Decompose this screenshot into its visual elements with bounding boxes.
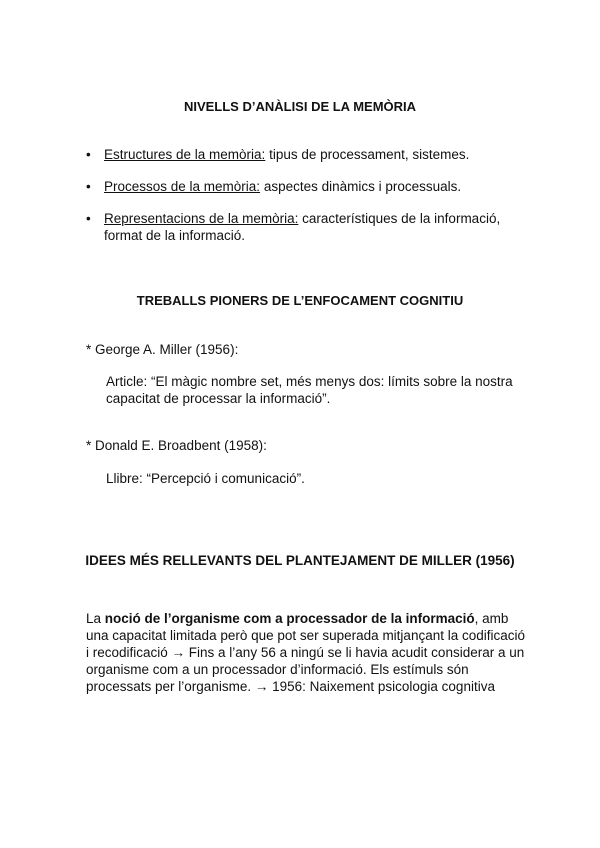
work-detail-miller: Article: “El màgic nombre set, més menys dos: límits sobre la nostra capacitat de processar la informació”.: [106, 374, 513, 406]
section-heading-miller-ideas: IDEES MÉS RELLEVANTS DEL PLANTEJAMENT DE MILLER (1956): [85, 553, 515, 568]
work-detail-broadbent: Llibre: “Percepció i comunicació”.: [106, 471, 305, 486]
list-item: [86, 210, 526, 244]
list-item: [86, 178, 526, 195]
bullet-term: Processos de la memòria:: [104, 179, 261, 194]
bullet-description: tipus de processament, sistemes.: [265, 147, 470, 162]
bullet-term: Representacions de la memòria:: [104, 211, 299, 226]
paragraph-bold-concept: noció de l’organisme com a processador de la informació: [104, 611, 475, 626]
bullet-term: Estructures de la memòria:: [104, 147, 266, 162]
list-item: [86, 146, 526, 163]
memory-levels-list: [86, 146, 526, 259]
bullet-icon: •: [86, 211, 91, 226]
bullet-description: aspectes dinàmics i processuals.: [260, 179, 462, 194]
bullet-icon: •: [86, 147, 91, 162]
work-author-broadbent: * Donald E. Broadbent (1958):: [86, 438, 267, 453]
work-author-miller: * George A. Miller (1956):: [86, 342, 239, 357]
section-heading-memory-levels: NIVELLS D’ANÀLISI DE LA MEMÒRIA: [183, 99, 417, 114]
paragraph-rest: , amb una capacitat limitada però que pot ser superada mitjançant la codificació i recodificació → Fins a l’any 56 a ningú se li havia acudit considerar a un organisme com a un processador d’informació. Els estímuls són processats per l’organisme. → 1956: Naixement psicologia cognitiva: [86, 611, 526, 694]
section-heading-pioneer-works: TREBALLS PIONERS DE L’ENFOCAMENT COGNITIU: [136, 293, 464, 308]
bullet-description: característiques de la informació, format de la informació.: [104, 211, 501, 243]
bullet-icon: •: [86, 179, 91, 194]
paragraph-intro: La: [86, 611, 105, 626]
miller-ideas-paragraph: [86, 610, 526, 695]
